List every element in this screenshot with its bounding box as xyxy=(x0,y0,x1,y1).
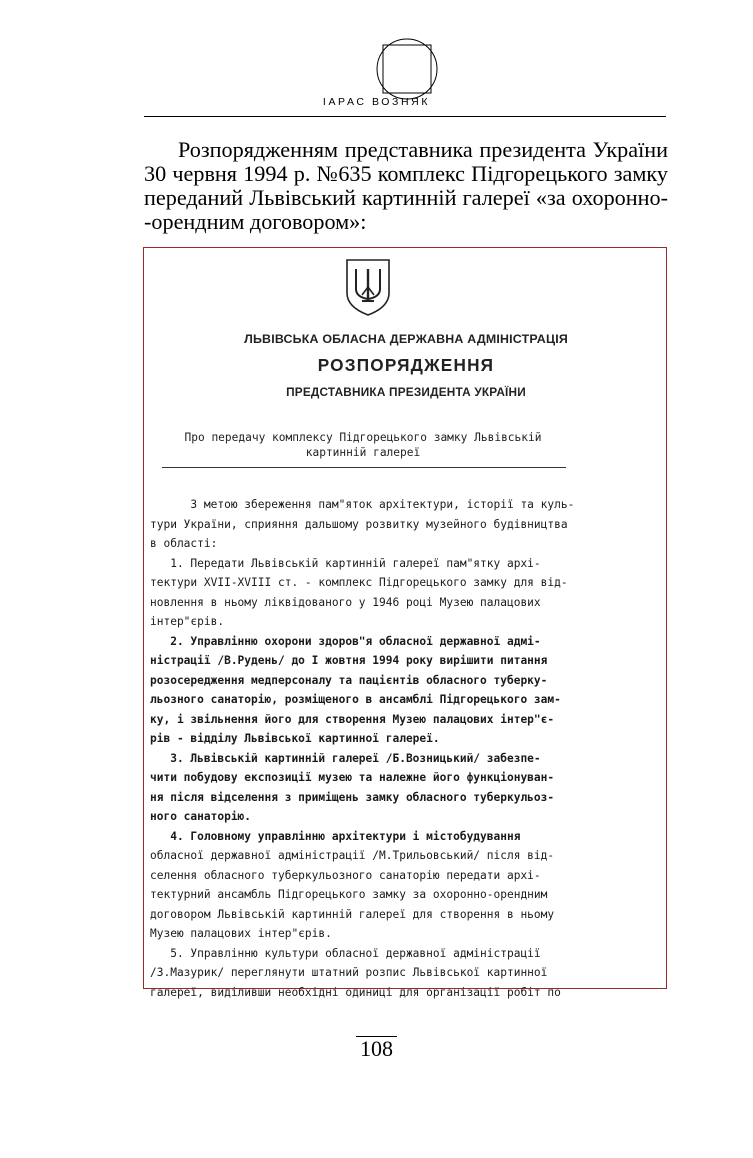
body-line: тектурний ансамбль Підгорецького замку за охоронно-орендним xyxy=(150,888,548,902)
body-line: 2. Управлінню охорони здоров"я обласної державної адмі- xyxy=(150,634,541,648)
body-line: ня після відселення з приміщень замку обласного туберкульоз- xyxy=(150,790,555,804)
running-header-author: ІАРАС ВОЗНЯК xyxy=(322,96,431,108)
body-line: рів - відділу Львівської картинної галереї. xyxy=(150,732,440,746)
subject-line: картинній галереї xyxy=(305,446,421,459)
body-line: селення обласного туберкульозного санаторію передати архі- xyxy=(150,868,541,882)
body-line: З метою збереження пам"яток архітектури, історії та куль- xyxy=(150,498,575,511)
body-line: Музею палацових інтер"єрів. xyxy=(150,927,332,941)
body-line: в області: xyxy=(150,537,218,551)
body-line: 1. Передати Львівській картинній галереї пам"ятку архі- xyxy=(150,556,541,570)
body-line: 3. Львівській картинній галереї /Б.Возницький/ забезпе- xyxy=(150,751,541,765)
body-line: /З.Мазурик/ переглянути штатний розпис Львівської картинної xyxy=(150,966,548,980)
intro-line: -орендним договором»: xyxy=(144,209,367,234)
body-line: галереї, виділивши необхідні одиниці для організації робіт по xyxy=(150,985,561,999)
body-line: ку, і звільнення його для створення Музею палацових інтер"є- xyxy=(150,712,555,726)
body-line: договором Львівській картинній галереї для створення в ньому xyxy=(150,907,555,921)
document-body xyxy=(150,495,632,1002)
body-line: обласної державної адміністрації /М.Трильовський/ після від- xyxy=(150,849,555,863)
body-line: тектури XVII-XVIII ст. - комплекс Підгорецького замку для від- xyxy=(150,576,568,590)
subject-line: Про передачу комплексу Підгорецького замку Львівській xyxy=(184,431,542,444)
body-line: розосередження медперсоналу та пацієнтів обласного туберку- xyxy=(150,673,548,687)
body-line: 5. Управлінню культури обласної державної адміністрації xyxy=(150,946,541,960)
header-divider xyxy=(144,116,666,117)
page-number xyxy=(0,1036,753,1062)
intro-line: 30 червня 1994 р. №635 комплекс Підгорецького замку xyxy=(144,161,668,186)
intro-paragraph xyxy=(144,138,668,234)
scanned-document xyxy=(143,247,667,999)
document-subject xyxy=(158,430,568,460)
body-line: 4. Головному управлінню архітектури і містобудування xyxy=(150,829,521,843)
body-line: ністрації /В.Рудень/ до I жовтня 1994 року вирішити питання xyxy=(150,654,548,668)
page-number-value: 108 xyxy=(356,1036,397,1061)
coat-of-arms-icon xyxy=(343,257,393,317)
body-line: льозного санаторію, розміщеного в ансамблі Підгорецького зам- xyxy=(150,693,561,707)
body-line: інтер"єрів. xyxy=(150,615,225,629)
document-heading-administration: ЛЬВІВСЬКА ОБЛАСНА ДЕРЖАВНА АДМІНІСТРАЦІЯ xyxy=(244,332,568,346)
subject-underline xyxy=(162,467,566,468)
intro-line: переданий Львівський картинній галереї «за охоронно- xyxy=(144,185,668,210)
body-line: чити побудову експозиції музею та належне його функціонуван- xyxy=(150,771,555,785)
body-line: тури України, сприяння дальшому розвитку музейного будівництва xyxy=(150,517,568,531)
intro-line: Розпорядженням представника президента України xyxy=(178,137,668,162)
body-line: новлення в ньому ліквідованого у 1946 році Музею палацових xyxy=(150,595,541,609)
document-heading-order: РОЗПОРЯДЖЕННЯ xyxy=(317,355,495,375)
document-heading-representative: ПРЕДСТАВНИКА ПРЕЗИДЕНТА УКРАЇНИ xyxy=(286,385,526,399)
circle-square-logo xyxy=(372,34,442,104)
body-line: ного санаторію. xyxy=(150,810,252,824)
